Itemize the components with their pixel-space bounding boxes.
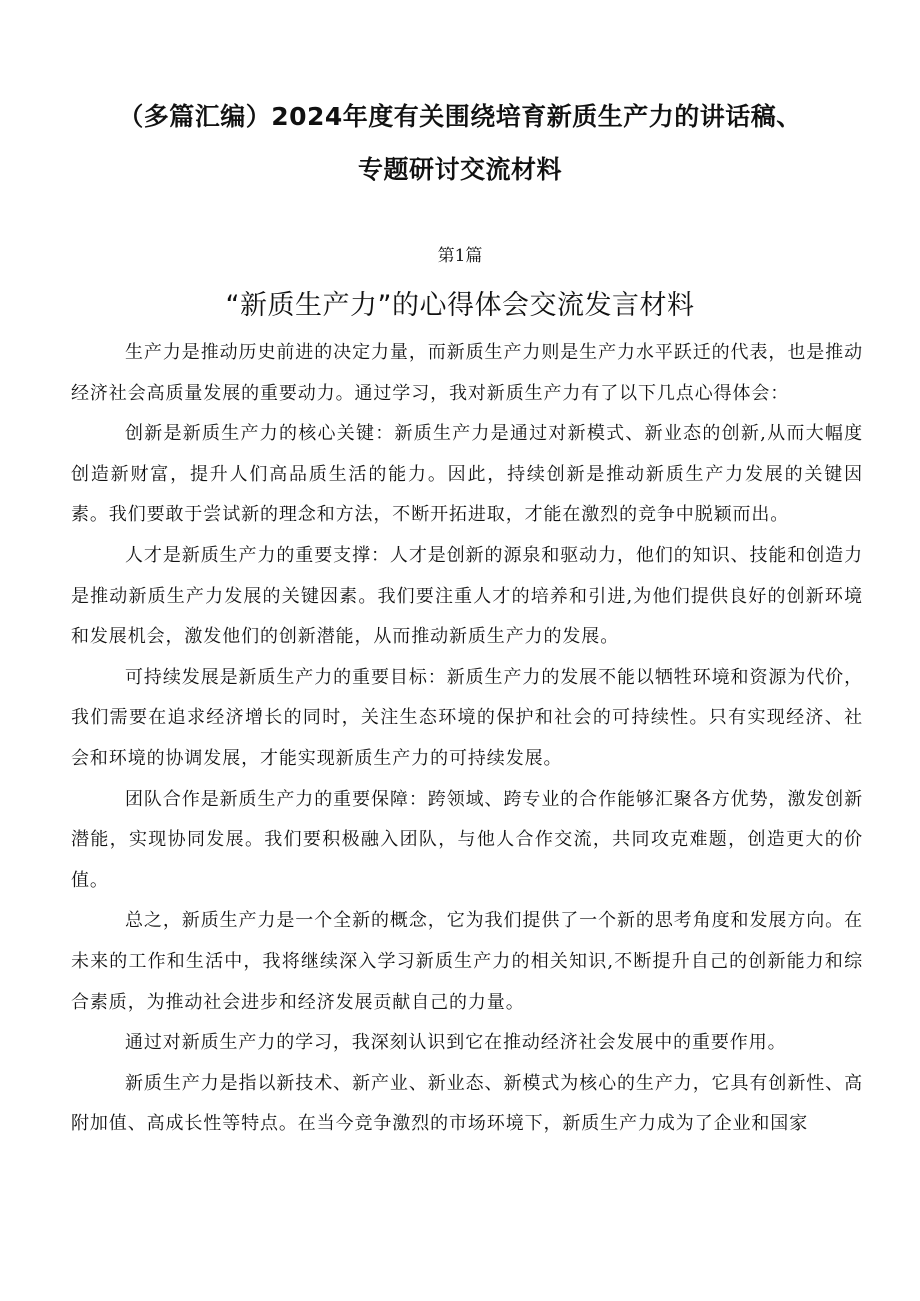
paragraph-4: 可持续发展是新质生产力的重要目标：新质生产力的发展不能以牺牲环境和资源为代价，我们需要在追求经济增长的同时，关注生态环境的保护和社会的可持续性。只有实现经济、社会和环境的协调发展，才能实现新质生产力的可持续发展。 <box>71 666 863 769</box>
paragraph-8: 新质生产力是指以新技术、新产业、新业态、新模式为核心的生产力，它具有创新性、高附加值、高成长性等特点。在当今竞争激烈的市场环境下，新质生产力成为了企业和国家 <box>71 1072 863 1135</box>
paragraph-1: 生产力是推动历史前进的决定力量，而新质生产力则是生产力水平跃迁的代表，也是推动经济社会高质量发展的重要动力。通过学习，我对新质生产力有了以下几点心得体会： <box>71 342 863 404</box>
part-label: 第1篇 <box>437 246 483 266</box>
document-title-line-1: （多篇汇编）2024年度有关围绕培育新质生产力的讲话稿、 <box>118 102 802 131</box>
document-body <box>71 333 863 1145</box>
paragraph-5: 团队合作是新质生产力的重要保障：跨领域、跨专业的合作能够汇聚各方优势，激发创新潜能，实现协同发展。我们要积极融入团队，与他人合作交流，共同攻克难题，创造更大的价值。 <box>71 788 863 891</box>
paragraph-7: 通过对新质生产力的学习，我深刻认识到它在推动经济社会发展中的重要作用。 <box>125 1032 787 1054</box>
section-title: “新质生产力”的心得体会交流发言材料 <box>225 290 695 321</box>
document-title-line-2: 专题研讨交流材料 <box>357 155 562 184</box>
paragraph-3: 人才是新质生产力的重要支撑：人才是创新的源泉和驱动力，他们的知识、技能和创造力是推动新质生产力发展的关键因素。我们要注重人才的培养和引进,为他们提供良好的创新环境和发展机会，激发他们的创新潜能，从而推动新质生产力的发展。 <box>71 544 863 648</box>
paragraph-6: 总之，新质生产力是一个全新的概念，它为我们提供了一个新的思考角度和发展方向。在未来的工作和生活中，我将继续深入学习新质生产力的相关知识,不断提升自己的创新能力和综合素质，为推动社会进步和经济发展贡献自己的力量。 <box>71 910 863 1013</box>
paragraph-2: 创新是新质生产力的核心关键：新质生产力是通过对新模式、新业态的创新,从而大幅度创造新财富，提升人们高品质生活的能力。因此，持续创新是推动新质生产力发展的关键因素。我们要敢于尝试新的理念和方法，不断开拓进取，才能在激烈的竞争中脱颖而出。 <box>71 423 863 526</box>
